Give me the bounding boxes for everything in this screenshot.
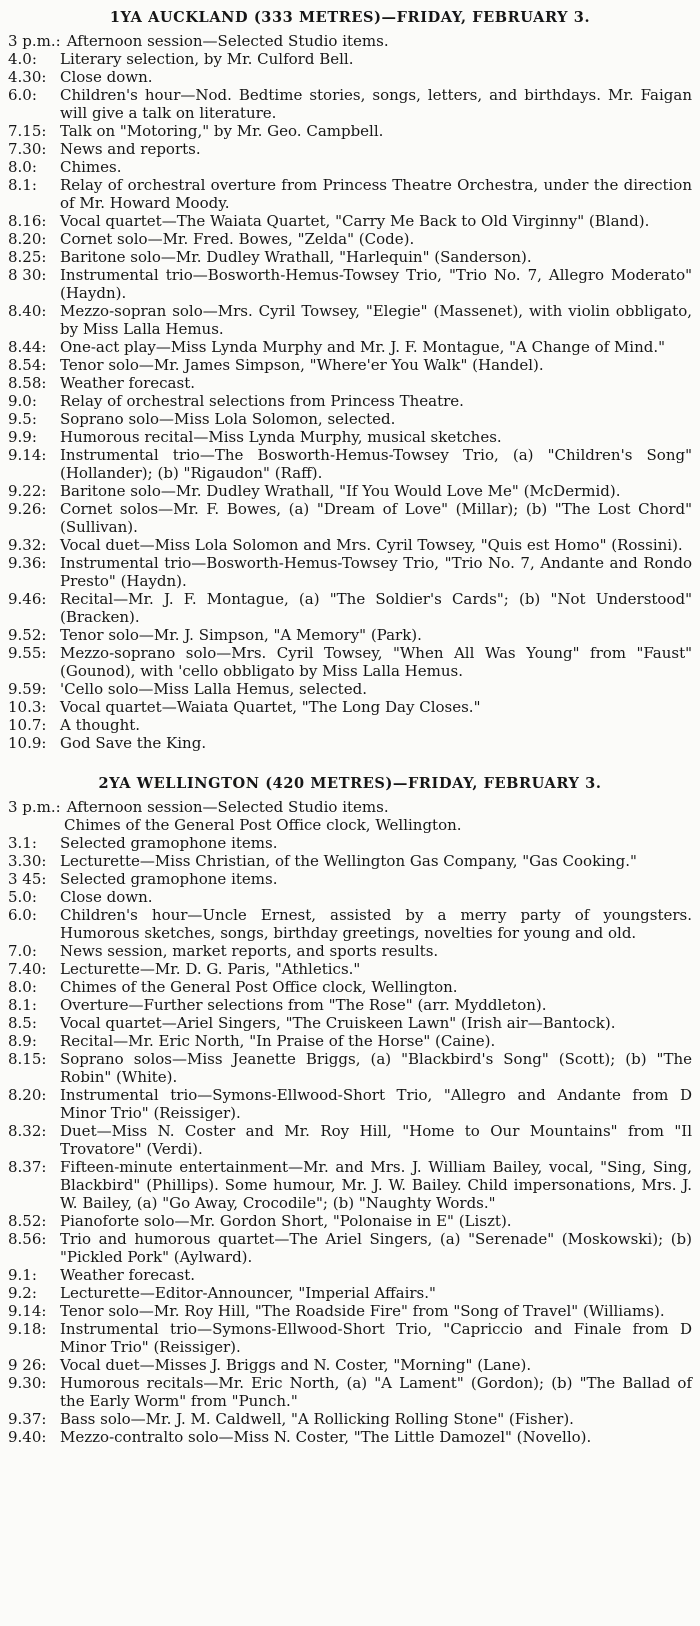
program-entry [8,1158,692,1212]
program-entry [8,1428,692,1446]
entry-time: 9.36: [8,554,47,572]
entry-description: Tenor solo—Mr. J. Simpson, "A Memory" (Park). [60,626,422,644]
program-entry [8,960,692,978]
program-entry [8,230,692,248]
entry-time: 8.20: [8,230,47,248]
entry-time: 9.55: [8,644,47,662]
entry-time: 4.0: [8,50,37,68]
program-entry [8,870,692,888]
entry-description: Soprano solo—Miss Lola Solomon, selected. [60,410,396,428]
program-entry [8,428,692,446]
entry-time: 8.20: [8,1086,47,1104]
entry-description: Close down. [60,68,153,86]
program-entry [8,906,692,942]
entry-time: 8.58: [8,374,47,392]
entry-description: Close down. [60,888,153,906]
program-entry [8,212,692,230]
entry-time: 8.44: [8,338,47,356]
entry-description: Lecturette—Miss Christian, of the Wellington Gas Company, "Gas Cooking." [60,852,637,870]
program-entry [8,1266,692,1284]
entry-description: One-act play—Miss Lynda Murphy and Mr. J. F. Montague, "A Change of Mind." [60,338,666,356]
program-entry [8,1086,692,1122]
entry-time: 3 p.m.: [8,32,61,50]
program-entry [8,698,692,716]
entry-time: 7.15: [8,122,47,140]
entry-description: Duet—Miss N. Coster and Mr. Roy Hill, "Home to Our Mountains" from "Il Trovatore" (Verdi). [60,1122,692,1158]
program-entry [8,680,692,698]
entry-description: Relay of orchestral selections from Princess Theatre. [60,392,464,410]
program-entry [8,356,692,374]
entry-time: 3.1: [8,834,37,852]
entry-time: 8 30: [8,266,47,284]
entry-description: Cornet solos—Mr. F. Bowes, (a) "Dream of Love" (Millar); (b) "The Lost Chord" (Sullivan). [60,500,692,536]
program-entry [8,626,692,644]
entry-description: Instrumental trio—The Bosworth-Hemus-Towsey Trio, (a) "Children's Song" (Hollander); (b) "Rigaudon" (Raff). [60,446,692,482]
entry-time: 8.0: [8,158,37,176]
entry-time: 8.56: [8,1230,47,1248]
entry-time: 9 26: [8,1356,47,1374]
entry-description: Lecturette—Mr. D. G. Paris, "Athletics." [60,960,361,978]
program-entry [8,1230,692,1266]
program-entry [8,942,692,960]
program-entry [8,590,692,626]
entry-description: Tenor solo—Mr. Roy Hill, "The Roadside Fire" from "Song of Travel" (Williams). [60,1302,665,1320]
program-entry [8,122,692,140]
entry-time: 9.59: [8,680,47,698]
entry-time: 10.9: [8,734,47,752]
entry-description: A thought. [60,716,141,734]
entry-time: 9.22: [8,482,47,500]
program-entry [8,86,692,122]
program-entry [8,32,692,50]
entry-time: 10.7: [8,716,47,734]
entry-description: Chimes of the General Post Office clock, Wellington. [64,816,462,834]
entry-description: Pianoforte solo—Mr. Gordon Short, "Polonaise in E" (Liszt). [60,1212,512,1230]
entry-time: 7.40: [8,960,47,978]
entry-description: News session, market reports, and sports results. [60,942,439,960]
section-heading-wellington: 2YA WELLINGTON (420 METRES)—FRIDAY, FEBRUARY 3. [98,775,602,792]
entry-time: 8.32: [8,1122,47,1140]
entry-time: 9.18: [8,1320,47,1338]
entry-description: Afternoon session—Selected Studio items. [66,798,389,816]
entry-description: Recital—Mr. Eric North, "In Praise of the Horse" (Caine). [60,1032,496,1050]
program-entry [8,834,692,852]
program-entry [8,1302,692,1320]
entry-time: 9.5: [8,410,37,428]
entry-description: God Save the King. [60,734,207,752]
entry-time: 4.30: [8,68,47,86]
program-entry [8,1374,692,1410]
entry-description: Relay of orchestral overture from Princess Theatre Orchestra, under the direction of Mr. Howard Moody. [60,176,692,212]
entry-time: 8.1: [8,176,37,194]
program-entry [8,410,692,428]
entry-description: Vocal quartet—The Waiata Quartet, "Carry Me Back to Old Virginny" (Bland). [60,212,650,230]
entry-description: Cornet solo—Mr. Fred. Bowes, "Zelda" (Code). [60,230,415,248]
entry-time: 8.52: [8,1212,47,1230]
entry-time: 9.46: [8,590,47,608]
program-entry [8,68,692,86]
entry-description: Weather forecast. [60,374,195,392]
entry-time: 9.2: [8,1284,37,1302]
entry-time: 3.30: [8,852,47,870]
section-heading-auckland: 1YA AUCKLAND (333 METRES)—FRIDAY, FEBRUARY 3. [109,9,591,26]
program-list-wellington [8,798,692,1446]
entry-description: Vocal duet—Misses J. Briggs and N. Coster, "Morning" (Lane). [60,1356,532,1374]
entry-description: Bass solo—Mr. J. M. Caldwell, "A Rollicking Rolling Stone" (Fisher). [60,1410,574,1428]
entry-description: Mezzo-contralto solo—Miss N. Coster, "The Little Damozel" (Novello). [60,1428,592,1446]
entry-time: 9.14: [8,1302,47,1320]
entry-time: 9.52: [8,626,47,644]
entry-description: Weather forecast. [60,1266,195,1284]
program-entry [8,392,692,410]
entry-description: Instrumental trio—Bosworth-Hemus-Towsey Trio, "Trio No. 7, Andante and Rondo Presto" (Haydn). [60,554,692,590]
program-entry [8,1410,692,1428]
entry-description: Literary selection, by Mr. Culford Bell. [60,50,354,68]
entry-description: Tenor solo—Mr. James Simpson, "Where'er You Walk" (Handel). [60,356,544,374]
entry-time: 9.26: [8,500,47,518]
entry-description: Selected gramophone items. [60,834,278,852]
program-entry [8,266,692,302]
entry-time: 8.16: [8,212,47,230]
entry-time: 9.37: [8,1410,47,1428]
entry-description: Instrumental trio—Symons-Ellwood-Short Trio, "Capriccio and Finale from D Minor Trio" (Reissiger). [60,1320,692,1356]
program-entry [8,734,692,752]
program-entry [8,1320,692,1356]
entry-time: 9.32: [8,536,47,554]
entry-time: 8.37: [8,1158,47,1176]
entry-description: Baritone solo—Mr. Dudley Wrathall, "Harlequin" (Sanderson). [60,248,532,266]
entry-time: 8.54: [8,356,47,374]
program-entry [8,1284,692,1302]
entry-time: 9.30: [8,1374,47,1392]
program-entry [8,888,692,906]
entry-time: 8.5: [8,1014,37,1032]
program-entry [8,1356,692,1374]
entry-description: Humorous recitals—Mr. Eric North, (a) "A Lament" (Gordon); (b) "The Ballad of the Early Worm" from "Punch." [60,1374,692,1410]
entry-description: Instrumental trio—Bosworth-Hemus-Towsey Trio, "Trio No. 7, Allegro Moderato" (Haydn). [60,266,692,302]
entry-time: 9.1: [8,1266,37,1284]
entry-description: Afternoon session—Selected Studio items. [66,32,389,50]
entry-time: 10.3: [8,698,47,716]
entry-description: Humorous recital—Miss Lynda Murphy, musical sketches. [60,428,502,446]
program-entry [8,1014,692,1032]
entry-description: Mezzo-soprano solo—Mrs. Cyril Towsey, "When All Was Young" from "Faust" (Gounod), with 'cello obbligato by Miss Lalla Hemus. [60,644,692,680]
entry-description: Trio and humorous quartet—The Ariel Singers, (a) "Serenade" (Moskowski); (b) "Pickled Pork" (Aylward). [60,1230,692,1266]
entry-description: Chimes of the General Post Office clock, Wellington. [60,978,458,996]
entry-description: Mezzo-sopran solo—Mrs. Cyril Towsey, "Elegie" (Massenet), with violin obbligato, by Miss Lalla Hemus. [60,302,692,338]
entry-time: 9.0: [8,392,37,410]
entry-time: 8.1: [8,996,37,1014]
entry-description: 'Cello solo—Miss Lalla Hemus, selected. [60,680,367,698]
program-entry [8,554,692,590]
entry-description: Recital—Mr. J. F. Montague, (a) "The Soldier's Cards"; (b) "Not Understood" (Bracken). [60,590,692,626]
program-entry [8,500,692,536]
entry-description: Children's hour—Uncle Ernest, assisted by a merry party of youngsters. Humorous sketches, songs, birthday greetings, novelties for young and old. [60,906,692,942]
program-entry [8,716,692,734]
program-entry [8,374,692,392]
entry-time: 8.25: [8,248,47,266]
program-entry [8,176,692,212]
entry-description: Selected gramophone items. [60,870,278,888]
program-entry [8,996,692,1014]
entry-description: Vocal quartet—Waiata Quartet, "The Long Day Closes." [60,698,481,716]
entry-description: Overture—Further selections from "The Rose" (arr. Myddleton). [60,996,547,1014]
program-entry [8,1032,692,1050]
program-entry [8,816,692,834]
entry-description: Instrumental trio—Symons-Ellwood-Short Trio, "Allegro and Andante from D Minor Trio" (Reissiger). [60,1086,692,1122]
program-entry [8,1050,692,1086]
entry-time: 7.0: [8,942,37,960]
entry-time: 6.0: [8,906,37,924]
program-entry [8,644,692,680]
entry-time: 7.30: [8,140,47,158]
program-list-auckland [8,32,692,752]
entry-description: Chimes. [60,158,122,176]
entry-time: 8.0: [8,978,37,996]
entry-description: Soprano solos—Miss Jeanette Briggs, (a) "Blackbird's Song" (Scott); (b) "The Robin" (White). [60,1050,692,1086]
entry-time: 8.9: [8,1032,37,1050]
program-entry [8,248,692,266]
program-entry [8,798,692,816]
entry-time: 5.0: [8,888,37,906]
program-entry [8,852,692,870]
entry-time: 6.0: [8,86,37,104]
program-entry [8,978,692,996]
program-entry [8,536,692,554]
entry-time: 9.14: [8,446,47,464]
program-entry [8,446,692,482]
program-entry [8,50,692,68]
entry-description: Lecturette—Editor-Announcer, "Imperial Affairs." [60,1284,436,1302]
entry-description: Vocal quartet—Ariel Singers, "The Cruiskeen Lawn" (Irish air—Bantock). [60,1014,616,1032]
program-entry [8,302,692,338]
entry-time: 3 p.m.: [8,798,61,816]
entry-time: 9.40: [8,1428,47,1446]
entry-time: 8.15: [8,1050,47,1068]
program-entry [8,1212,692,1230]
entry-description: Talk on "Motoring," by Mr. Geo. Campbell. [60,122,384,140]
entry-description: Vocal duet—Miss Lola Solomon and Mrs. Cyril Towsey, "Quis est Homo" (Rossini). [60,536,683,554]
entry-time: 8.40: [8,302,47,320]
program-entry [8,158,692,176]
entry-time: 9.9: [8,428,37,446]
entry-description: Children's hour—Nod. Bedtime stories, songs, letters, and birthdays. Mr. Faigan will give a talk on literature. [60,86,692,122]
program-entry [8,338,692,356]
entry-description: Baritone solo—Mr. Dudley Wrathall, "If You Would Love Me" (McDermid). [60,482,621,500]
program-entry [8,1122,692,1158]
entry-description: Fifteen-minute entertainment—Mr. and Mrs. J. William Bailey, vocal, "Sing, Sing, Blackbird" (Phillips). Some humour, Mr. J. W. Bailey. Child impersonations, Mrs. J. W. Bailey, (a) "Go Away, Crocodile"; (b) "Naughty Words." [60,1158,692,1212]
program-entry [8,140,692,158]
entry-description: News and reports. [60,140,201,158]
entry-time: 3 45: [8,870,47,888]
program-entry [8,482,692,500]
